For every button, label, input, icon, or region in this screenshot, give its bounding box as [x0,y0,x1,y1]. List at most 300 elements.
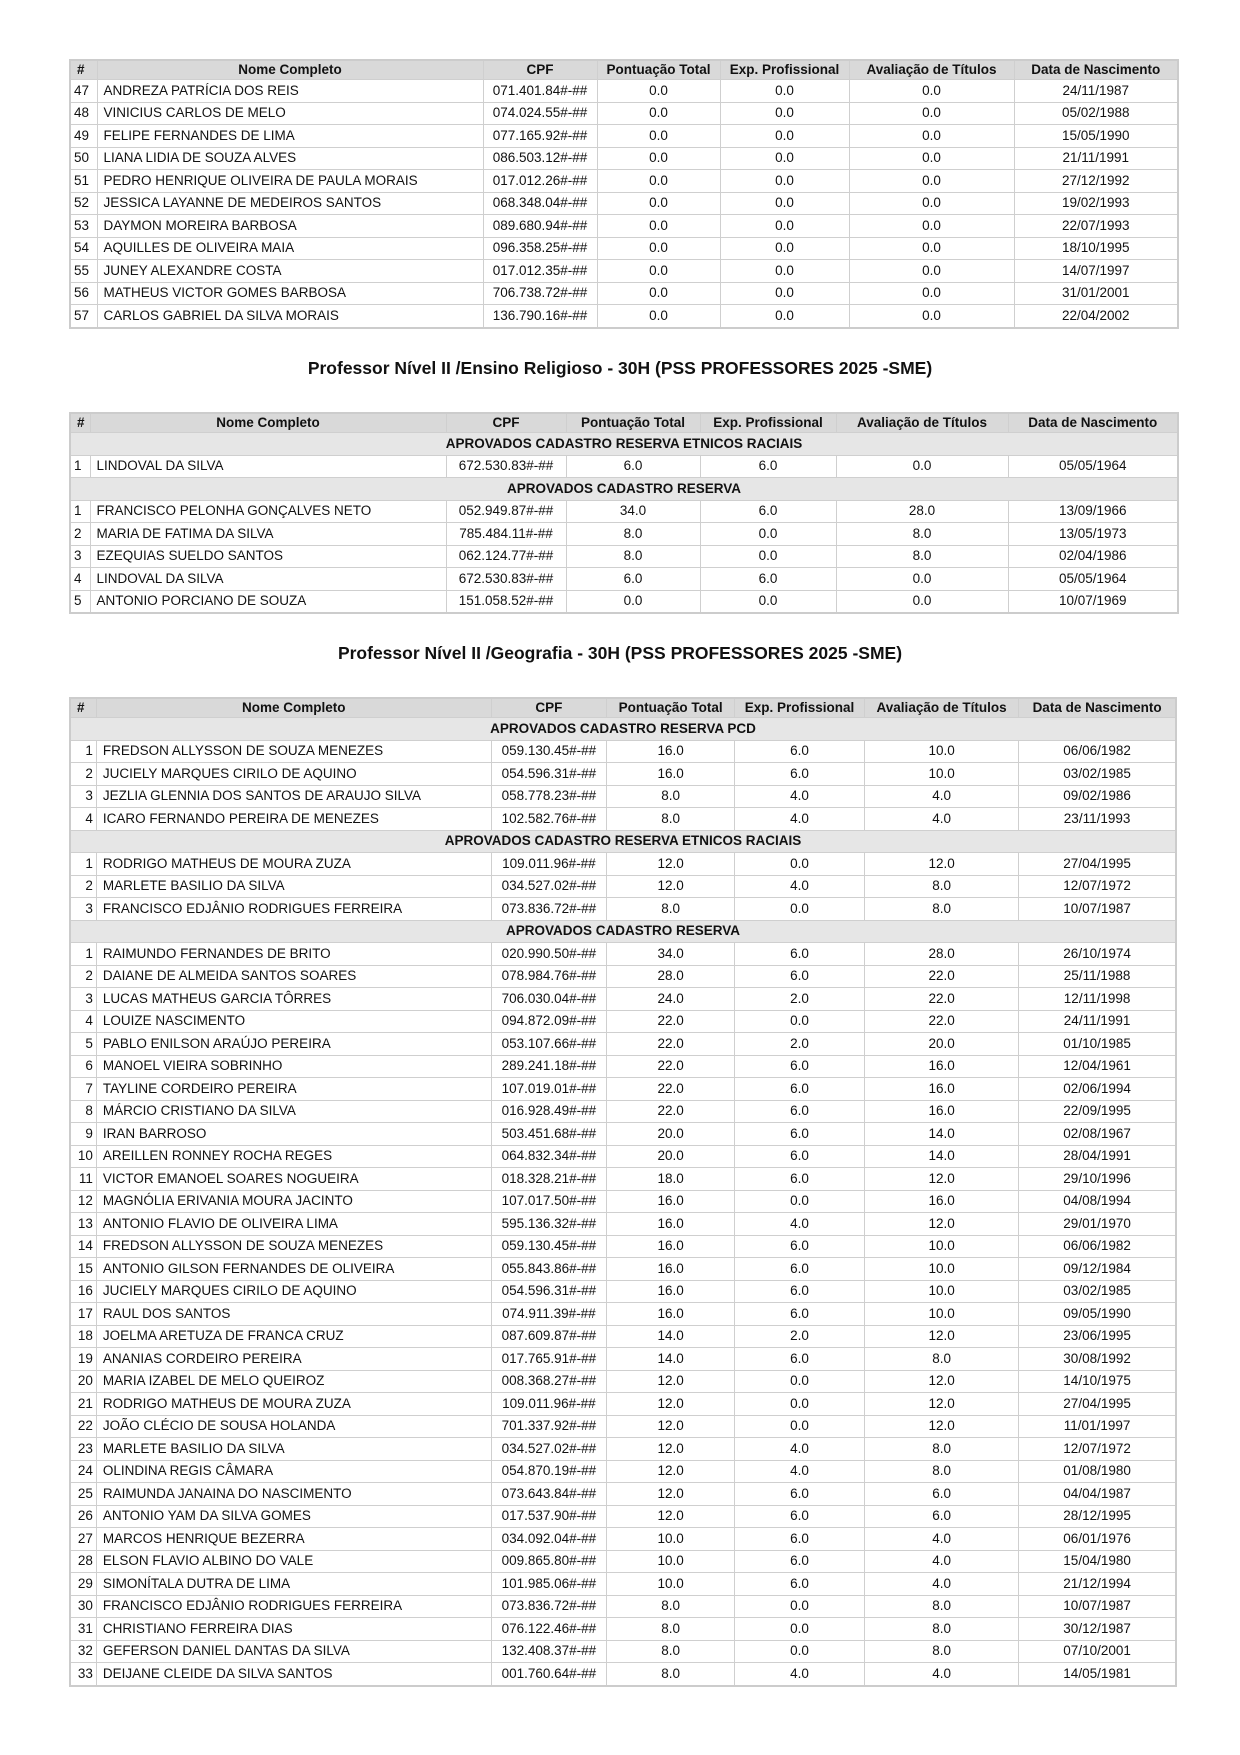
cell-exp: 4.0 [735,785,865,808]
cell-rank: 2 [70,763,96,786]
cell-birth: 18/10/1995 [1014,237,1178,260]
cell-titulos: 0.0 [836,455,1008,478]
cell-birth: 15/05/1990 [1014,125,1178,148]
table-row [70,500,1178,523]
cell-birth: 28/04/1991 [1019,1145,1176,1168]
cell-birth: 09/02/1986 [1019,785,1176,808]
cell-exp: 0.0 [720,102,849,125]
cell-titulos: 0.0 [849,260,1014,283]
table-row [70,1618,1176,1641]
table-header-row [70,413,1178,433]
cell-titulos: 4.0 [864,1550,1018,1573]
cell-rank: 49 [70,125,97,148]
cell-rank: 23 [70,1438,96,1461]
group-label: APROVADOS CADASTRO RESERVA [70,478,1178,501]
table-row [70,1280,1176,1303]
table-row [70,1325,1176,1348]
table-row [70,590,1178,613]
cell-birth: 27/04/1995 [1019,1393,1176,1416]
table-row [70,808,1176,831]
cell-titulos: 16.0 [864,1055,1018,1078]
cell-cpf: 136.790.16#-## [483,305,597,328]
cell-total: 22.0 [607,1078,735,1101]
cell-cpf: 055.843.86#-## [491,1258,607,1281]
group-label: APROVADOS CADASTRO RESERVA ETNICOS RACIAIS [70,830,1176,853]
cell-exp: 6.0 [700,455,836,478]
header-col-name: Nome Completo [97,60,483,80]
cell-titulos: 0.0 [849,305,1014,328]
cell-birth: 24/11/1987 [1014,80,1178,103]
cell-cpf: 107.017.50#-## [491,1190,607,1213]
cell-cpf: 068.348.04#-## [483,192,597,215]
cell-birth: 10/07/1987 [1019,1595,1176,1618]
cell-cpf: 096.358.25#-## [483,237,597,260]
header-col-rank: # [70,60,97,80]
table-row [70,305,1178,328]
cell-name: RODRIGO MATHEUS DE MOURA ZUZA [96,1393,491,1416]
cell-cpf: 008.368.27#-## [491,1370,607,1393]
cell-birth: 12/04/1961 [1019,1055,1176,1078]
cell-rank: 1 [70,943,96,966]
cell-titulos: 0.0 [849,125,1014,148]
group-label: APROVADOS CADASTRO RESERVA ETNICOS RACIAIS [70,433,1178,456]
cell-birth: 04/04/1987 [1019,1483,1176,1506]
cell-titulos: 28.0 [864,943,1018,966]
table-row [70,455,1178,478]
cell-total: 28.0 [607,965,735,988]
cell-titulos: 10.0 [864,763,1018,786]
cell-cpf: 094.872.09#-## [491,1010,607,1033]
header-col-titulos: Avaliação de Títulos [836,413,1008,433]
cell-cpf: 017.537.90#-## [491,1505,607,1528]
table-row [70,1033,1176,1056]
cell-name: IRAN BARROSO [96,1123,491,1146]
cell-titulos: 0.0 [849,237,1014,260]
cell-cpf: 701.337.92#-## [491,1415,607,1438]
cell-total: 20.0 [607,1145,735,1168]
cell-name: MARIA DE FATIMA DA SILVA [90,523,446,546]
cell-titulos: 0.0 [836,568,1008,591]
cell-total: 14.0 [607,1325,735,1348]
cell-birth: 11/01/1997 [1019,1415,1176,1438]
cell-birth: 21/12/1994 [1019,1573,1176,1596]
cell-rank: 56 [70,282,97,305]
cell-exp: 0.0 [700,523,836,546]
cell-titulos: 28.0 [836,500,1008,523]
table-row [70,1460,1176,1483]
cell-exp: 6.0 [735,763,865,786]
cell-rank: 1 [70,455,90,478]
cell-exp: 6.0 [735,1123,865,1146]
cell-rank: 28 [70,1550,96,1573]
cell-name: VICTOR EMANOEL SOARES NOGUEIRA [96,1168,491,1191]
cell-total: 16.0 [607,763,735,786]
cell-titulos: 4.0 [864,1528,1018,1551]
cell-rank: 32 [70,1640,96,1663]
cell-titulos: 6.0 [864,1505,1018,1528]
cell-cpf: 076.122.46#-## [491,1618,607,1641]
table-header-row [70,698,1176,718]
cell-rank: 8 [70,1100,96,1123]
table-row [70,1595,1176,1618]
cell-titulos: 8.0 [864,1438,1018,1461]
table-row [70,1505,1176,1528]
cell-exp: 6.0 [700,568,836,591]
section-title-geografia: Professor Nível II /Geografia - 30H (PSS PROFESSORES 2025 -SME) [337,643,903,663]
cell-birth: 12/07/1972 [1019,1438,1176,1461]
cell-total: 0.0 [597,125,720,148]
header-col-cpf: CPF [483,60,597,80]
cell-rank: 3 [70,988,96,1011]
cell-birth: 04/08/1994 [1019,1190,1176,1213]
cell-name: RAIMUNDO FERNANDES DE BRITO [96,943,491,966]
cell-total: 8.0 [607,785,735,808]
cell-titulos: 12.0 [864,1168,1018,1191]
cell-titulos: 0.0 [849,215,1014,238]
table-row [70,1235,1176,1258]
header-col-birth: Data de Nascimento [1008,413,1178,433]
cell-cpf: 073.836.72#-## [491,898,607,921]
cell-exp: 6.0 [735,1573,865,1596]
table-row [70,965,1176,988]
header-col-exp: Exp. Profissional [735,698,865,718]
header-col-total: Pontuação Total [607,698,735,718]
cell-exp: 4.0 [735,808,865,831]
cell-cpf: 073.836.72#-## [491,1595,607,1618]
table-row [70,147,1178,170]
cell-cpf: 785.484.11#-## [446,523,566,546]
cell-rank: 10 [70,1145,96,1168]
cell-exp: 0.0 [720,170,849,193]
cell-birth: 14/05/1981 [1019,1663,1176,1686]
table-row [70,1483,1176,1506]
cell-name: LOUIZE NASCIMENTO [96,1010,491,1033]
cell-titulos: 8.0 [864,1595,1018,1618]
header-col-cpf: CPF [491,698,607,718]
cell-rank: 31 [70,1618,96,1641]
table-row [70,1573,1176,1596]
header-col-total: Pontuação Total [597,60,720,80]
cell-titulos: 16.0 [864,1100,1018,1123]
cell-total: 22.0 [607,1100,735,1123]
cell-name: RAUL DOS SANTOS [96,1303,491,1326]
cell-exp: 0.0 [720,237,849,260]
header-col-birth: Data de Nascimento [1019,698,1176,718]
cell-titulos: 4.0 [864,808,1018,831]
cell-total: 0.0 [597,305,720,328]
cell-name: MARIA IZABEL DE MELO QUEIROZ [96,1370,491,1393]
cell-cpf: 062.124.77#-## [446,545,566,568]
cell-exp: 6.0 [735,1055,865,1078]
cell-birth: 12/11/1998 [1019,988,1176,1011]
group-label: APROVADOS CADASTRO RESERVA PCD [70,718,1176,741]
cell-titulos: 22.0 [864,1010,1018,1033]
cell-total: 0.0 [597,215,720,238]
cell-birth: 06/01/1976 [1019,1528,1176,1551]
table-row [70,1438,1176,1461]
cell-exp: 0.0 [735,853,865,876]
cell-cpf: 078.984.76#-## [491,965,607,988]
cell-rank: 4 [70,1010,96,1033]
cell-exp: 0.0 [735,1010,865,1033]
cell-exp: 4.0 [735,1460,865,1483]
cell-name: JUCIELY MARQUES CIRILO DE AQUINO [96,1280,491,1303]
cell-total: 0.0 [597,147,720,170]
header-col-titulos: Avaliação de Títulos [849,60,1014,80]
cell-birth: 19/02/1993 [1014,192,1178,215]
cell-cpf: 109.011.96#-## [491,1393,607,1416]
cell-total: 16.0 [607,740,735,763]
cell-cpf: 054.596.31#-## [491,1280,607,1303]
cell-cpf: 020.990.50#-## [491,943,607,966]
cell-birth: 26/10/1974 [1019,943,1176,966]
cell-exp: 6.0 [735,1235,865,1258]
cell-total: 22.0 [607,1033,735,1056]
cell-name: LINDOVAL DA SILVA [90,568,446,591]
table-row [70,1190,1176,1213]
cell-birth: 07/10/2001 [1019,1640,1176,1663]
cell-titulos: 8.0 [864,1460,1018,1483]
cell-exp: 0.0 [720,305,849,328]
cell-rank: 7 [70,1078,96,1101]
cell-birth: 05/02/1988 [1014,102,1178,125]
table-body [70,433,1178,614]
cell-exp: 6.0 [735,1550,865,1573]
cell-titulos: 6.0 [864,1483,1018,1506]
cell-total: 12.0 [607,875,735,898]
cell-cpf: 054.870.19#-## [491,1460,607,1483]
cell-cpf: 017.012.35#-## [483,260,597,283]
cell-cpf: 009.865.80#-## [491,1550,607,1573]
cell-name: GEFERSON DANIEL DANTAS DA SILVA [96,1640,491,1663]
table-row [70,545,1178,568]
cell-rank: 27 [70,1528,96,1551]
table-row [70,1168,1176,1191]
cell-total: 12.0 [607,853,735,876]
cell-titulos: 16.0 [864,1190,1018,1213]
cell-name: AQUILLES DE OLIVEIRA MAIA [97,237,483,260]
cell-total: 12.0 [607,1370,735,1393]
cell-total: 14.0 [607,1348,735,1371]
table-row [70,853,1176,876]
cell-name: LIANA LIDIA DE SOUZA ALVES [97,147,483,170]
cell-cpf: 053.107.66#-## [491,1033,607,1056]
cell-name: MANOEL VIEIRA SOBRINHO [96,1055,491,1078]
cell-birth: 25/11/1988 [1019,965,1176,988]
cell-rank: 13 [70,1213,96,1236]
cell-name: FRANCISCO PELONHA GONÇALVES NETO [90,500,446,523]
cell-birth: 09/12/1984 [1019,1258,1176,1281]
cell-titulos: 12.0 [864,1213,1018,1236]
cell-exp: 2.0 [735,1033,865,1056]
cell-cpf: 503.451.68#-## [491,1123,607,1146]
cell-cpf: 059.130.45#-## [491,740,607,763]
table-row [70,898,1176,921]
cell-exp: 6.0 [735,943,865,966]
cell-exp: 6.0 [735,965,865,988]
cell-exp: 0.0 [700,590,836,613]
cell-titulos: 22.0 [864,988,1018,1011]
section-title-ensino-religioso: Professor Nível II /Ensino Religioso - 30H (PSS PROFESSORES 2025 -SME) [307,358,933,378]
cell-rank: 1 [70,853,96,876]
cell-rank: 26 [70,1505,96,1528]
cell-cpf: 706.738.72#-## [483,282,597,305]
ranking-table-geografia [69,697,1177,1687]
cell-titulos: 8.0 [864,875,1018,898]
cell-birth: 29/10/1996 [1019,1168,1176,1191]
cell-titulos: 8.0 [864,898,1018,921]
cell-total: 22.0 [607,1055,735,1078]
cell-total: 16.0 [607,1258,735,1281]
cell-titulos: 20.0 [864,1033,1018,1056]
cell-cpf: 086.503.12#-## [483,147,597,170]
cell-titulos: 8.0 [864,1348,1018,1371]
cell-titulos: 14.0 [864,1145,1018,1168]
cell-titulos: 4.0 [864,785,1018,808]
cell-exp: 6.0 [735,1348,865,1371]
cell-rank: 4 [70,568,90,591]
cell-total: 8.0 [607,898,735,921]
cell-name: CARLOS GABRIEL DA SILVA MORAIS [97,305,483,328]
cell-rank: 33 [70,1663,96,1686]
group-header-row [70,718,1176,741]
cell-exp: 0.0 [700,545,836,568]
cell-exp: 6.0 [735,1505,865,1528]
table-row [70,1078,1176,1101]
cell-name: PABLO ENILSON ARAÚJO PEREIRA [96,1033,491,1056]
cell-name: ANANIAS CORDEIRO PEREIRA [96,1348,491,1371]
cell-titulos: 4.0 [864,1663,1018,1686]
cell-rank: 30 [70,1595,96,1618]
cell-total: 18.0 [607,1168,735,1191]
cell-exp: 6.0 [735,1078,865,1101]
cell-cpf: 102.582.76#-## [491,808,607,831]
table-row [70,1415,1176,1438]
cell-birth: 21/11/1991 [1014,147,1178,170]
cell-total: 12.0 [607,1438,735,1461]
cell-cpf: 034.092.04#-## [491,1528,607,1551]
cell-birth: 13/05/1973 [1008,523,1178,546]
table-row [70,763,1176,786]
cell-birth: 28/12/1995 [1019,1505,1176,1528]
cell-titulos: 8.0 [836,545,1008,568]
cell-total: 0.0 [566,590,700,613]
cell-birth: 02/06/1994 [1019,1078,1176,1101]
cell-cpf: 058.778.23#-## [491,785,607,808]
cell-total: 20.0 [607,1123,735,1146]
header-col-name: Nome Completo [90,413,446,433]
cell-total: 8.0 [607,1663,735,1686]
cell-titulos: 0.0 [849,102,1014,125]
table-row [70,102,1178,125]
cell-birth: 01/10/1985 [1019,1033,1176,1056]
table-row [70,988,1176,1011]
cell-cpf: 289.241.18#-## [491,1055,607,1078]
table-row [70,1370,1176,1393]
cell-titulos: 22.0 [864,965,1018,988]
cell-name: JOÃO CLÉCIO DE SOUSA HOLANDA [96,1415,491,1438]
cell-name: LINDOVAL DA SILVA [90,455,446,478]
cell-cpf: 017.012.26#-## [483,170,597,193]
cell-total: 16.0 [607,1190,735,1213]
cell-titulos: 0.0 [849,170,1014,193]
cell-total: 34.0 [566,500,700,523]
cell-exp: 4.0 [735,1438,865,1461]
cell-rank: 29 [70,1573,96,1596]
cell-birth: 22/07/1993 [1014,215,1178,238]
cell-name: JOELMA ARETUZA DE FRANCA CRUZ [96,1325,491,1348]
cell-rank: 14 [70,1235,96,1258]
cell-total: 0.0 [597,237,720,260]
group-header-row [70,830,1176,853]
cell-titulos: 8.0 [864,1640,1018,1663]
cell-name: DAYMON MOREIRA BARBOSA [97,215,483,238]
cell-rank: 54 [70,237,97,260]
header-col-total: Pontuação Total [566,413,700,433]
table-row [70,1303,1176,1326]
cell-total: 10.0 [607,1573,735,1596]
table-row [70,1393,1176,1416]
cell-name: FRANCISCO EDJÂNIO RODRIGUES FERREIRA [96,1595,491,1618]
cell-titulos: 10.0 [864,1235,1018,1258]
cell-rank: 2 [70,965,96,988]
table-row [70,568,1178,591]
cell-name: JUNEY ALEXANDRE COSTA [97,260,483,283]
cell-titulos: 12.0 [864,1415,1018,1438]
cell-name: FRANCISCO EDJÂNIO RODRIGUES FERREIRA [96,898,491,921]
cell-rank: 2 [70,875,96,898]
header-col-cpf: CPF [446,413,566,433]
cell-name: ANDREZA PATRÍCIA DOS REIS [97,80,483,103]
cell-exp: 6.0 [700,500,836,523]
cell-birth: 06/06/1982 [1019,740,1176,763]
cell-exp: 2.0 [735,988,865,1011]
cell-cpf: 073.643.84#-## [491,1483,607,1506]
ranking-table-ensino-religioso [69,412,1179,614]
cell-total: 16.0 [607,1280,735,1303]
cell-titulos: 10.0 [864,740,1018,763]
cell-cpf: 595.136.32#-## [491,1213,607,1236]
cell-cpf: 107.019.01#-## [491,1078,607,1101]
cell-exp: 0.0 [720,80,849,103]
cell-total: 12.0 [607,1483,735,1506]
cell-cpf: 109.011.96#-## [491,853,607,876]
cell-cpf: 034.527.02#-## [491,1438,607,1461]
cell-titulos: 12.0 [864,1370,1018,1393]
cell-cpf: 059.130.45#-## [491,1235,607,1258]
cell-birth: 09/05/1990 [1019,1303,1176,1326]
cell-cpf: 672.530.83#-## [446,455,566,478]
cell-birth: 13/09/1966 [1008,500,1178,523]
cell-total: 12.0 [607,1415,735,1438]
cell-rank: 18 [70,1325,96,1348]
cell-total: 0.0 [597,260,720,283]
cell-cpf: 074.024.55#-## [483,102,597,125]
cell-exp: 0.0 [735,1393,865,1416]
group-header-row [70,433,1178,456]
cell-name: TAYLINE CORDEIRO PEREIRA [96,1078,491,1101]
cell-name: VINICIUS CARLOS DE MELO [97,102,483,125]
cell-birth: 14/10/1975 [1019,1370,1176,1393]
cell-rank: 24 [70,1460,96,1483]
cell-cpf: 706.030.04#-## [491,988,607,1011]
cell-cpf: 074.911.39#-## [491,1303,607,1326]
cell-birth: 29/01/1970 [1019,1213,1176,1236]
cell-total: 16.0 [607,1213,735,1236]
cell-titulos: 0.0 [849,282,1014,305]
cell-name: FREDSON ALLYSSON DE SOUZA MENEZES [96,1235,491,1258]
cell-rank: 11 [70,1168,96,1191]
